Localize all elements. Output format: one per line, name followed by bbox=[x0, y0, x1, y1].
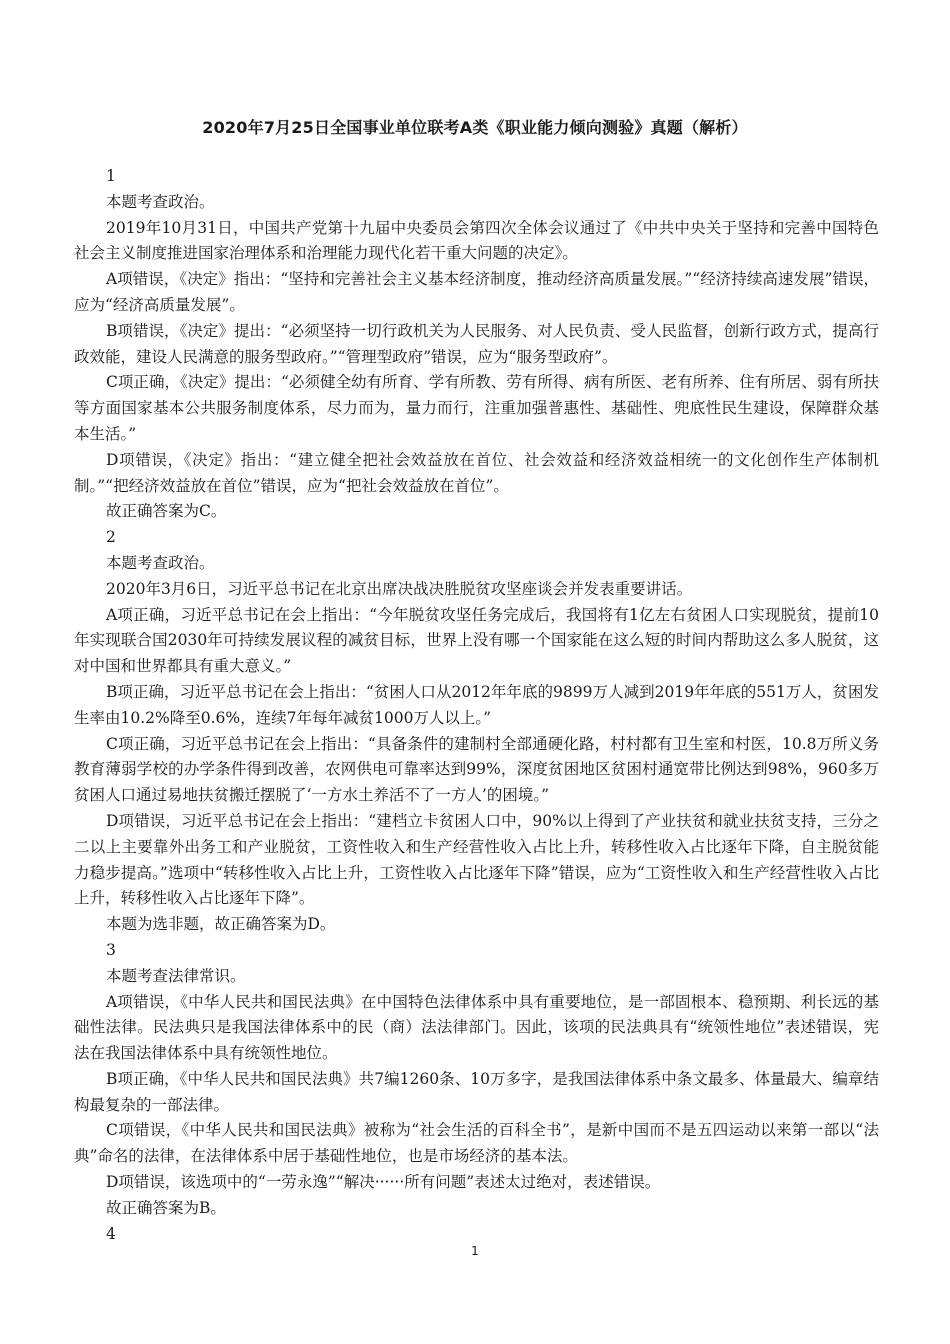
paragraph: B项正确，习近平总书记在会上指出：“贫困人口从2012年年底的9899万人减到2019年年底的551万人，贫困发生率由10.2%降至0.6%，连续7年每年减贫1000万人以上。” bbox=[74, 682, 879, 727]
paragraph: 2020年3月6日，习近平总书记在北京出席决战决胜脱贫攻坚座谈会并发表重要讲话。 bbox=[106, 579, 693, 598]
paragraph: D项错误，《决定》指出：“建立健全把社会效益放在首位、社会效益和经济效益相统一的文化创作生产体制机制。”“把经济效益放在首位”错误，应为“把社会效益放在首位”。 bbox=[74, 450, 879, 495]
paragraph: C项正确，习近平总书记在会上指出：“具备条件的建制村全部通硬化路，村村都有卫生室和村医，10.8万所义务教育薄弱学校的办学条件得到改善，农网供电可靠率达到99%，深度贫困地区贫困村通宽带比例达到98%，960多万贫困人口通过易地扶贫搬迁摆脱了‘一方水土养活不了一方人’的困境。” bbox=[74, 734, 879, 805]
paragraph: 本题考查法律常识。 bbox=[106, 966, 246, 985]
answer-line: 故正确答案为B。 bbox=[106, 1198, 226, 1217]
question-number: 1 bbox=[106, 167, 116, 185]
paragraph: B项正确，《中华人民共和国民法典》共7编1260条、10万多字，是我国法律体系中条文最多、体量最大、编章结构最复杂的一部法律。 bbox=[74, 1069, 879, 1114]
question-number: 3 bbox=[106, 940, 116, 959]
question-number: 2 bbox=[106, 528, 116, 547]
paragraph: A项错误，《决定》指出：“坚持和完善社会主义基本经济制度，推动经济高质量发展。”“经济持续高速发展”错误，应为“经济高质量发展”。 bbox=[74, 270, 879, 314]
paragraph: C项错误，《中华人民共和国民法典》被称为“社会生活的百科全书”，是新中国而不是五四运动以来第一部以“法典”命名的法律，在法律体系中居于基础性地位，也是市场经济的基本法。 bbox=[74, 1121, 879, 1166]
paragraph: D项错误，该选项中的“一劳永逸”“解决······所有问题”表述太过绝对，表述错误。 bbox=[106, 1173, 661, 1192]
paragraph: C项正确，《决定》提出：“必须健全幼有所育、学有所教、劳有所得、病有所医、老有所养、住有所居、弱有所扶等方面国家基本公共服务制度体系，尽力而为，量力而行，注重加强普惠性、基础性、兜底性民生建设，保障群众基本生活。” bbox=[74, 373, 879, 443]
document-title: 2020年7月25日全国事业单位联考A类《职业能力倾向测验》真题（解析） bbox=[202, 118, 748, 137]
answer-line: 故正确答案为C。 bbox=[106, 502, 227, 521]
answer-line: 本题为选非题，故正确答案为D。 bbox=[106, 915, 336, 934]
paragraph: 本题考查政治。 bbox=[106, 192, 215, 211]
paragraph: A项错误，《中华人民共和国民法典》在中国特色法律体系中具有重要地位，是一部固根本、稳预期、利长远的基础性法律。民法典只是我国法律体系中的民（商）法法律部门。因此，该项的民法典具有“统领性地位”表述错误，宪法在我国法律体系中具有统领性地位。 bbox=[74, 992, 879, 1063]
document-body bbox=[74, 164, 879, 1247]
page-number: 1 bbox=[471, 1244, 479, 1258]
question-number: 4 bbox=[106, 1224, 116, 1243]
paragraph: A项正确，习近平总书记在会上指出：“今年脱贫攻坚任务完成后，我国将有1亿左右贫困人口实现脱贫，提前10年实现联合国2030年可持续发展议程的减贫目标，世界上没有哪一个国家能在这么短的时间内帮助这么多人脱贫，这对中国和世界都具有重大意义。” bbox=[74, 605, 879, 676]
paragraph: 2019年10月31日，中国共产党第十九届中央委员会第四次全体会议通过了《中共中央关于坚持和完善中国特色社会主义制度推进国家治理体系和治理能力现代化若干重大问题的决定》。 bbox=[74, 218, 879, 263]
paragraph: 本题考查政治。 bbox=[106, 553, 215, 572]
paragraph: B项错误，《决定》提出：“必须坚持一切行政机关为人民服务、对人民负责、受人民监督，创新行政方式，提高行政效能，建设人民满意的服务型政府。”“管理型政府”错误，应为“服务型政府”。 bbox=[74, 321, 879, 366]
paragraph: D项错误，习近平总书记在会上指出：“建档立卡贫困人口中，90%以上得到了产业扶贫和就业扶贫支持，三分之二以上主要靠外出务工和产业脱贫，工资性收入和生产经营性收入占比上升，转移性收入占比逐年下降，自主脱贫能力稳步提高。”选项中“转移性收入占比上升，工资性收入占比逐年下降”错误，应为“工资性收入和生产经营性收入占比上升，转移性收入占比逐年下降”。 bbox=[74, 811, 879, 908]
